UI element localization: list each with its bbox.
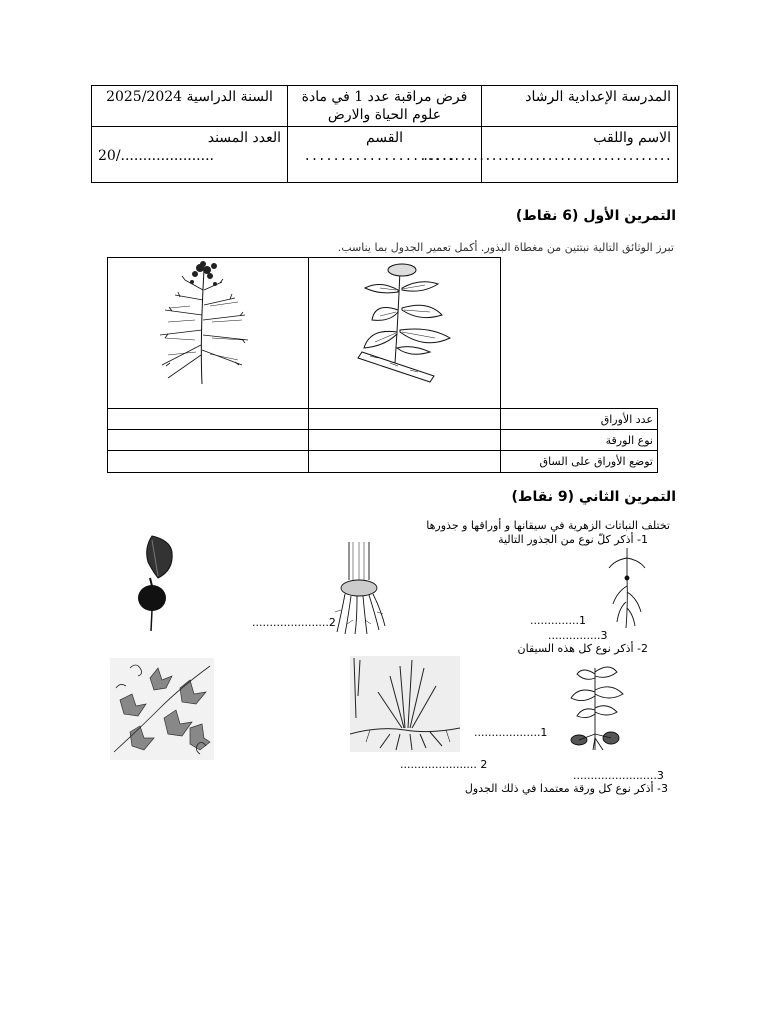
fibrous-root-image <box>333 540 388 635</box>
exam-title-line1: فرض مراقبة عدد 1 في مادة <box>301 89 468 105</box>
exercise2-question3: 3- أذكر نوع كل ورقة معتمدا في ذلك الجدول <box>464 782 668 795</box>
row-label-leaf-count: عدد الأوراق <box>501 409 658 430</box>
class-label: القسم <box>365 130 404 146</box>
grade-label: العدد المسند <box>207 130 281 146</box>
exercise1-title: التمرين الأول (6 نقاط) <box>515 208 676 224</box>
tuber-stem-image <box>565 662 627 750</box>
exercise1-instruction: تبرز الوثائق التالية نبتتين من مغطاة البذور. أكمل تعمير الجدول بما يناسب. <box>337 241 674 254</box>
exam-title-line2: علوم الحياة والارض <box>327 107 442 123</box>
exercise2-title: التمرين الثاني (9 نقاط) <box>511 489 676 505</box>
root-answer-3[interactable]: ...............3 <box>548 629 608 642</box>
stem-answer-3[interactable]: ........................3 <box>573 769 664 782</box>
exercise2-question1: 1- أذكر كلّ نوع من الجذور التالية <box>498 533 648 546</box>
student-name-field[interactable]: ........................................ <box>422 149 671 163</box>
answer-cell-leaf-count-2[interactable] <box>309 409 501 430</box>
school-year: السنة الدراسية 2025/2024 <box>106 89 273 105</box>
radish-root-image <box>130 532 180 632</box>
header-table <box>91 85 678 183</box>
grade-field[interactable]: 20/..................... <box>98 148 214 164</box>
school-name-cell <box>482 86 678 127</box>
student-name-label: الاسم واللقب <box>593 130 671 146</box>
answer-cell-leaf-count-1[interactable] <box>108 409 309 430</box>
stem-answer-2[interactable]: ...................... 2 <box>400 758 488 771</box>
branch-plant-image <box>350 260 460 390</box>
taproot-image <box>605 548 650 630</box>
row-label-leaf-arrangement: توضع الأوراق على الساق <box>501 451 658 473</box>
school-year-cell <box>92 86 288 127</box>
answer-cell-leaf-type-1[interactable] <box>108 430 309 451</box>
class-cell <box>288 127 482 183</box>
answer-cell-leaf-arrangement-2[interactable] <box>309 451 501 473</box>
answer-cell-leaf-arrangement-1[interactable] <box>108 451 309 473</box>
fern-plant-image <box>150 260 260 386</box>
grass-stem-image <box>350 656 460 752</box>
exercise2-question2: 2- أذكر نوع كل هذه السيقان <box>517 642 648 655</box>
stem-answer-1[interactable]: ...................1 <box>474 726 548 739</box>
root-answer-2[interactable]: ......................2 <box>252 616 336 629</box>
exam-title-cell <box>288 86 482 127</box>
class-field[interactable]: ..................... <box>303 149 456 163</box>
image-cell-empty <box>501 258 658 409</box>
grade-cell <box>92 127 288 183</box>
row-label-leaf-type: نوع الورقة <box>501 430 658 451</box>
student-name-cell <box>422 127 678 183</box>
root-answer-1[interactable]: ..............1 <box>530 614 586 627</box>
answer-cell-leaf-type-2[interactable] <box>309 430 501 451</box>
exercise2-intro: تختلف النباتات الزهرية في سيقانها و أوراقها و جذورها <box>426 519 670 532</box>
school-name: المدرسة الإعدادية الرشاد <box>525 89 671 105</box>
climbing-stem-image <box>110 658 214 760</box>
